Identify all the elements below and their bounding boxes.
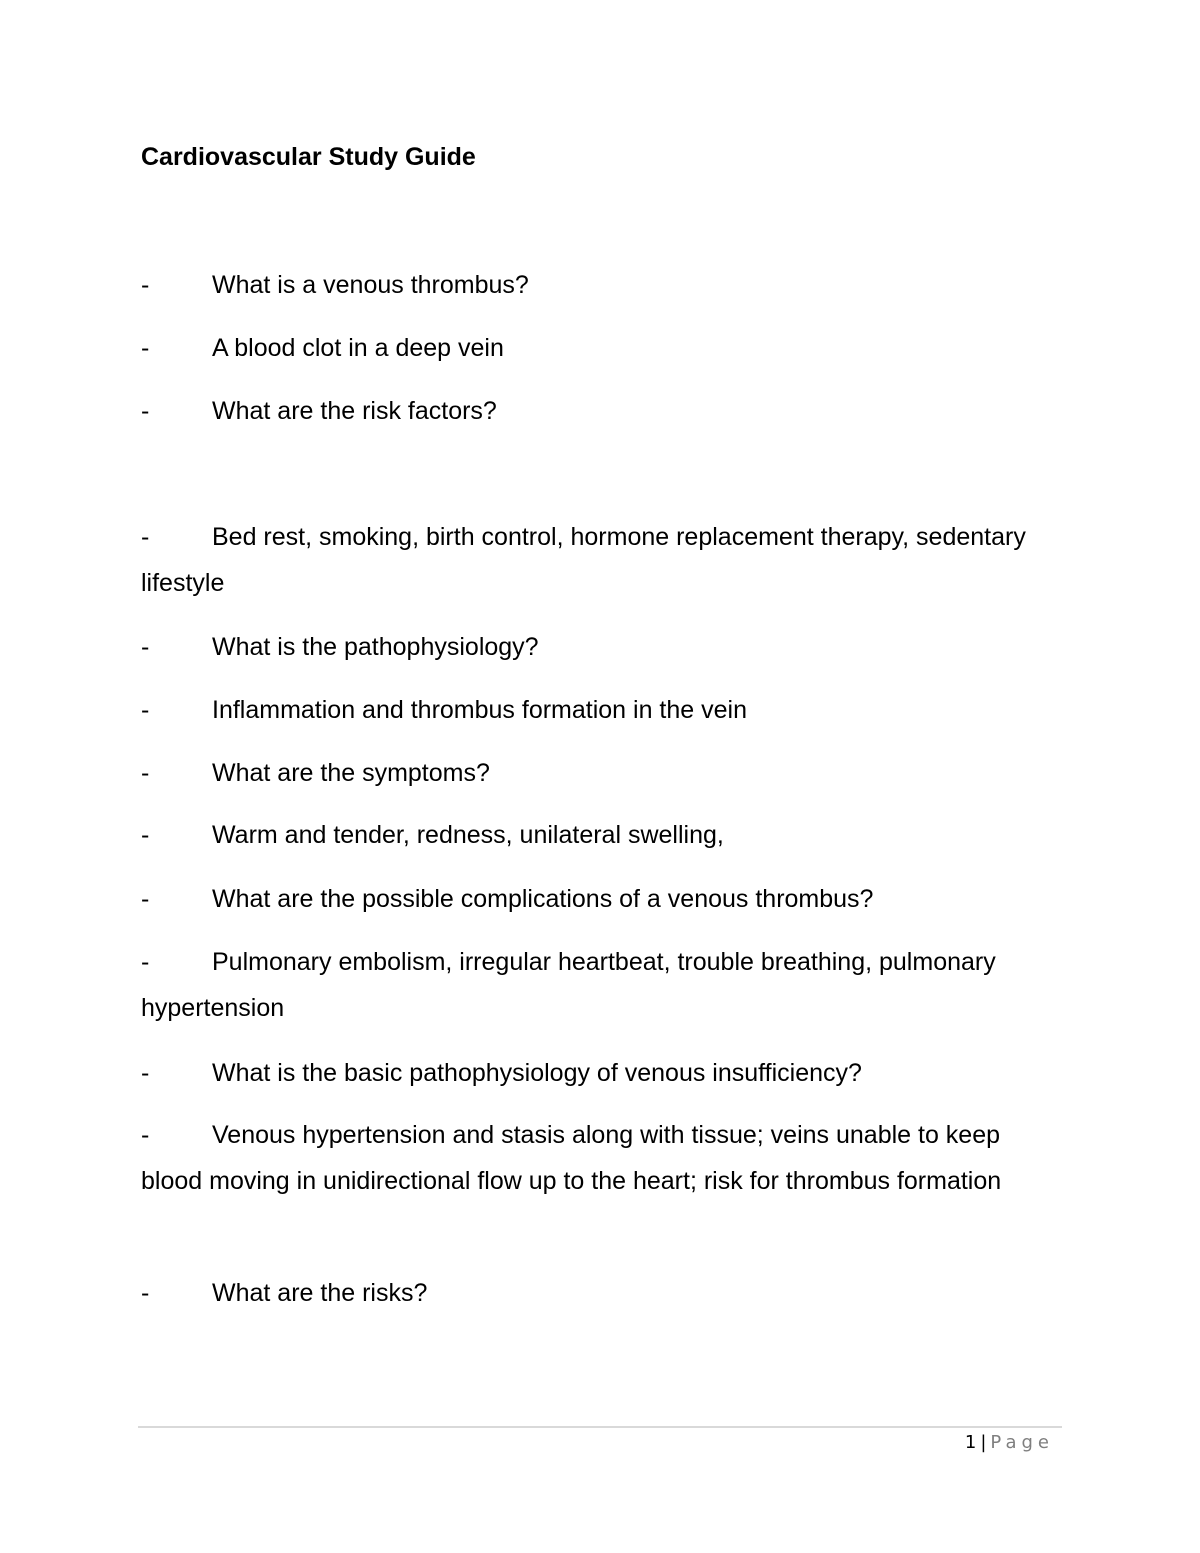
page-label: Page <box>990 1432 1054 1453</box>
list-item-text: Venous hypertension and stasis along with tissue; veins unable to keep blood moving in unidirectional flow up to the heart; risk for thrombus formation <box>141 1121 1002 1195</box>
list-item-text: What are the risks? <box>212 1279 428 1307</box>
bullet-dash: - <box>141 1121 150 1149</box>
list-item-text: Warm and tender, redness, unilateral swelling, <box>212 821 724 849</box>
list-item <box>141 687 1041 733</box>
bullet-dash: - <box>141 397 150 425</box>
document-title: Cardiovascular Study Guide <box>141 143 476 171</box>
footer-separator: | <box>980 1432 987 1453</box>
bullet-dash: - <box>141 271 150 299</box>
list-item-text: Inflammation and thrombus formation in the vein <box>212 696 747 724</box>
list-item <box>141 388 1041 434</box>
list-item-text: Pulmonary embolism, irregular heartbeat, trouble breathing, pulmonary hypertension <box>141 948 996 1022</box>
bullet-dash: - <box>141 759 150 787</box>
list-item-text: What are the possible complications of a venous thrombus? <box>212 885 874 913</box>
list-item <box>141 325 1041 371</box>
footer-divider <box>138 1426 1062 1428</box>
bullet-dash: - <box>141 633 150 661</box>
list-item-text: What are the symptoms? <box>212 759 490 787</box>
list-item <box>141 876 1041 922</box>
list-item <box>141 1050 1041 1096</box>
list-item-text: A blood clot in a deep vein <box>212 334 504 362</box>
list-item-text: What are the risk factors? <box>212 397 497 425</box>
list-item-text: What is the basic pathophysiology of venous insufficiency? <box>212 1059 862 1087</box>
bullet-dash: - <box>141 334 150 362</box>
bullet-dash: - <box>141 1279 150 1307</box>
list-item <box>141 1112 1041 1204</box>
bullet-dash: - <box>141 821 150 849</box>
list-item-text: What is a venous thrombus? <box>212 271 529 299</box>
page-number: 1 <box>964 1432 977 1453</box>
bullet-dash: - <box>141 523 150 551</box>
list-item <box>141 262 1041 308</box>
list-item <box>141 1270 1041 1316</box>
bullet-dash: - <box>141 885 150 913</box>
bullet-dash: - <box>141 1059 150 1087</box>
list-item-text: Bed rest, smoking, birth control, hormone replacement therapy, sedentary lifestyle <box>141 523 1026 597</box>
list-item <box>141 750 1041 796</box>
list-item <box>141 624 1041 670</box>
list-item-text: What is the pathophysiology? <box>212 633 539 661</box>
bullet-dash: - <box>141 696 150 724</box>
bullet-dash: - <box>141 948 150 976</box>
page-footer <box>965 1430 1054 1456</box>
list-item <box>141 514 1041 606</box>
list-item <box>141 812 1041 858</box>
list-item <box>141 939 1041 1031</box>
